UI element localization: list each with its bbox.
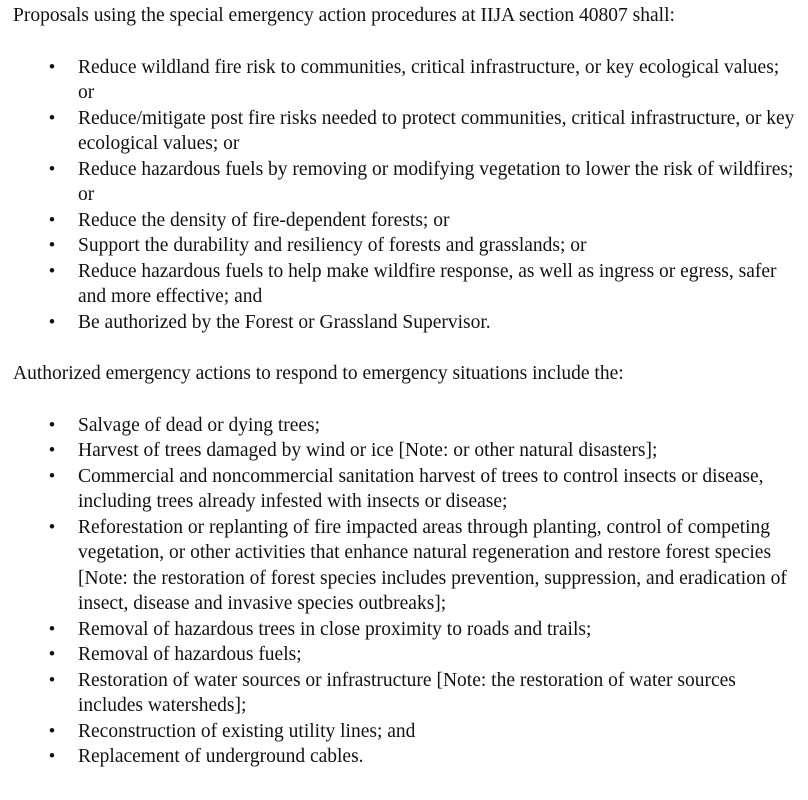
section-2-intro: Authorized emergency actions to respond to emergency situations include the: — [13, 363, 624, 384]
section-1-intro: Proposals using the special emergency action procedures at IIJA section 40807 shall: — [13, 5, 675, 26]
bullet-icon: • — [48, 209, 56, 231]
list-item — [13, 310, 808, 336]
list-item-text: Reduce hazardous fuels by removing or modifying vegetation to lower the risk of wildfires; or — [78, 158, 794, 205]
list-item — [13, 157, 808, 208]
list-item — [13, 55, 808, 106]
list-item-text: Removal of hazardous fuels; — [78, 644, 302, 665]
list-item — [13, 259, 808, 310]
bullet-icon: • — [48, 235, 56, 256]
list-item-text: Reconstruction of existing utility lines; and — [78, 720, 416, 742]
list-item — [13, 233, 808, 259]
bullet-icon: • — [48, 260, 56, 282]
list-item-text: Removal of hazardous trees in close proximity to roads and trails; — [78, 618, 592, 640]
list-item-text: Support the durability and resiliency of forests and grasslands; or — [78, 235, 587, 256]
list-item — [13, 208, 808, 234]
bullet-icon: • — [48, 158, 56, 180]
bullet-icon: • — [48, 107, 56, 129]
bullet-icon: • — [48, 644, 56, 665]
list-item-text: Salvage of dead or dying trees; — [78, 414, 321, 436]
bullet-icon: • — [48, 618, 56, 640]
list-item — [13, 617, 808, 643]
list-item-text: Reduce hazardous fuels to help make wildfire response, as well as ingress or egress, safer and more effective; and — [78, 260, 777, 307]
bullet-icon: • — [48, 516, 56, 538]
list-item-text: Reduce the density of fire-dependent forests; or — [78, 209, 450, 231]
list-item-text: Reduce wildland fire risk to communities, critical infrastructure, or key ecological values; or — [78, 56, 780, 103]
bullet-icon: • — [48, 440, 56, 461]
list-item-text: Reforestation or replanting of fire impacted areas through planting, control of competing vegetation, or other activities that enhance natural regeneration and restore forest species [Note: the restoration of forest species includes prevention, suppression, and eradication of insect, disease and invasive species outbreaks]; — [78, 516, 787, 614]
list-item — [13, 438, 808, 464]
list-item — [13, 642, 808, 668]
bullet-icon: • — [48, 465, 56, 487]
list-item — [13, 464, 808, 515]
list-item-text: Replacement of underground cables. — [78, 746, 364, 767]
list-item — [13, 744, 808, 770]
bullet-icon: • — [48, 669, 56, 691]
section-2-list — [13, 413, 808, 770]
bullet-icon: • — [48, 746, 56, 767]
list-item-text: Reduce/mitigate post fire risks needed to protect communities, critical infrastructure, or key ecological values; or — [78, 107, 795, 154]
bullet-icon: • — [48, 414, 56, 436]
list-item-text: Harvest of trees damaged by wind or ice [Note: or other natural disasters]; — [78, 440, 658, 461]
list-item-text: Restoration of water sources or infrastructure [Note: the restoration of water sources includes watersheds]; — [78, 669, 736, 716]
list-item-text: Commercial and noncommercial sanitation harvest of trees to control insects or disease, including trees already infested with insects or disease; — [78, 465, 764, 512]
bullet-icon: • — [48, 720, 56, 742]
list-item — [13, 106, 808, 157]
list-item — [13, 668, 808, 719]
bullet-icon: • — [48, 56, 56, 78]
bullet-icon: • — [48, 311, 56, 333]
list-item-text: Be authorized by the Forest or Grassland Supervisor. — [78, 311, 491, 333]
list-item — [13, 413, 808, 439]
section-1-list — [13, 55, 808, 336]
list-item — [13, 719, 808, 745]
list-item — [13, 515, 808, 617]
